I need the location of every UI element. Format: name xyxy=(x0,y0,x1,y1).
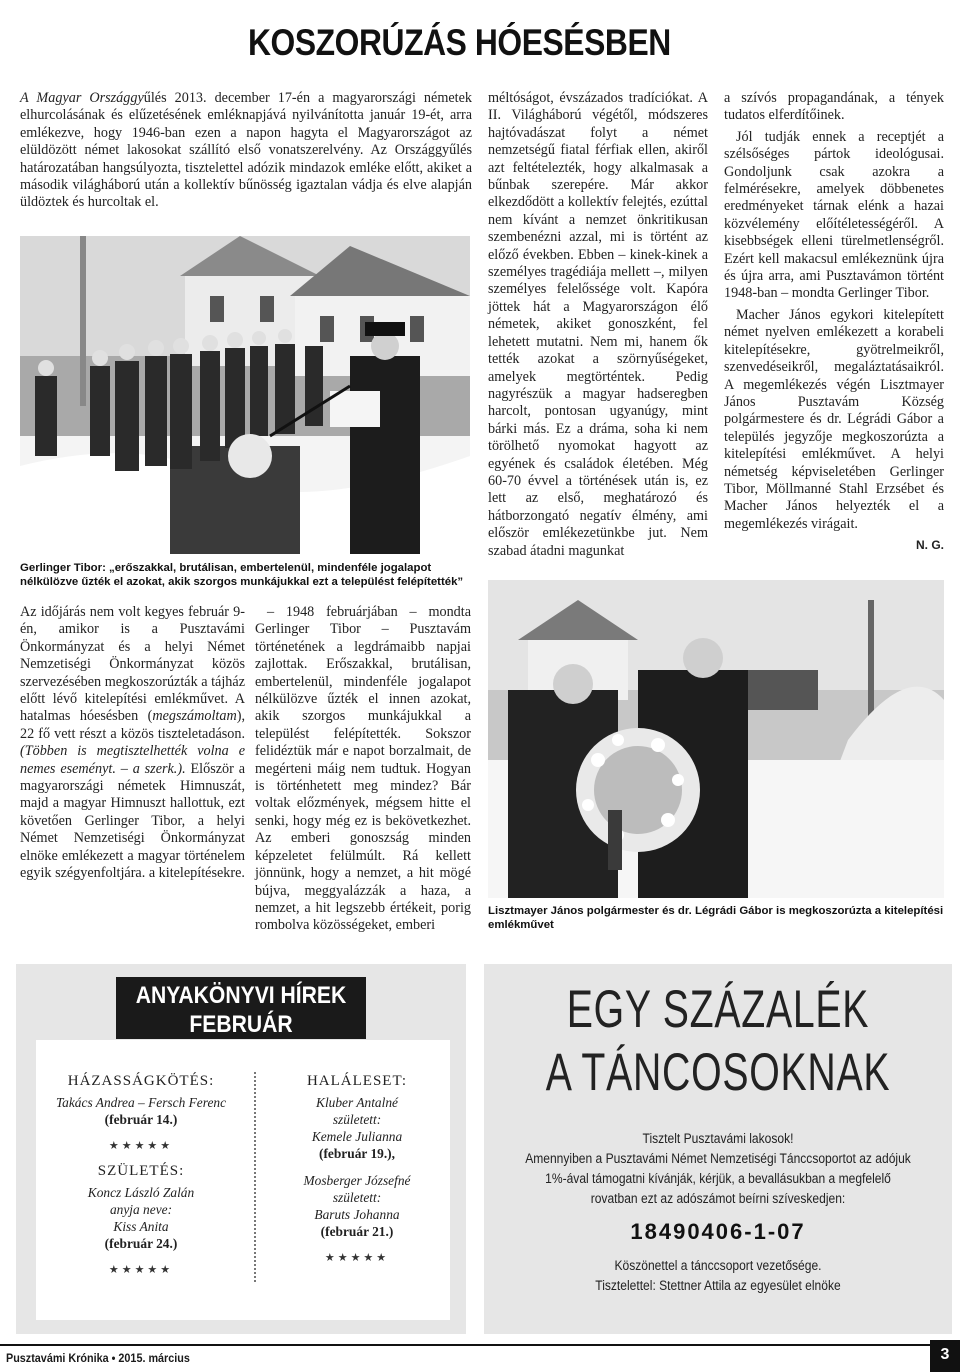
birth-heading: SZÜLETÉS: xyxy=(97,1163,185,1179)
tax-donation-title-line-2: A TÁNCOSOKNAK xyxy=(545,1043,891,1102)
intro-lead: A Magyar Országgy xyxy=(20,90,144,106)
birth-name: Koncz László Zalán xyxy=(87,1185,195,1200)
tax-donation-line-2: 1%-ával támogatni kívánják, kérjük, a bevallásukban a megfelelő xyxy=(545,1171,891,1186)
star-divider: ★★★★★ xyxy=(108,1140,174,1152)
tax-donation-line-3: rovatban ezt az adószámot beírni szíveskedjen: xyxy=(590,1191,846,1206)
article-column-3 xyxy=(488,90,708,564)
ceremony-photo-icon xyxy=(20,236,470,554)
tax-donation-greeting: Tisztelt Pusztavámi lakosok! xyxy=(642,1131,794,1146)
wreath-photo xyxy=(488,580,944,898)
col1-part1: Az időjárás nem volt kegyes február 9-én, amikor is a Pusztavámi Önkormányzat és a helyi Német Nemzetiségi Önkormányzat közös szervezésében megkoszorúzták a tájház előtt lévő kitelepítési emlékművet. A hatalmas hóesésben ( xyxy=(20,604,245,725)
tax-donation-closing xyxy=(494,1256,942,1296)
page-headline: KOSZORÚZÁS HÓESÉSBEN xyxy=(248,22,671,63)
col2-paragraph: – 1948 februárjában – mondta Gerlinger Tibor – Pusztavám történetének a legdrámaibb napjai zajlottak. Erőszakkal, brutálisan, embertelenül, mindenféle jogalapot nélkülözve űzték el innen azokat, akik szorgos munkájukkal a települést felépítették. Sokszor felidéztük már e napot borzalmait, de megérteni máig nem tudtuk. Hogyan is történhetett meg mindez? Bár voltak előzmények, mégsem hitte el senki, hogy még ez is bekövetkezhet. Az emberi gonoszság minden képzeletet felülmúlt. Rá kellett jönnünk, hogy a nemzet, a hit mögé bújva, meggyalázzák a haza, a nemzet, a hit legszebb értékeit, porig rombolva közösségeket, emberi xyxy=(255,604,471,934)
tax-donation-thanks: Köszönettel a tánccsoport vezetősége. xyxy=(614,1258,822,1273)
footer-publication: Pusztavámi Krónika • 2015. március xyxy=(6,1351,190,1365)
intro-paragraph xyxy=(20,90,472,212)
civil-registry-left-column xyxy=(36,1073,246,1287)
marriage-couple: Takács Andrea – Fersch Ferenc xyxy=(55,1095,227,1110)
tax-number: 18490406-1-07 xyxy=(630,1219,806,1244)
death-born-1: Kemele Julianna xyxy=(311,1129,403,1144)
col1-part2: ), 22 fő vett részt a közös tiszteletadáson. xyxy=(20,708,245,742)
marriage-heading: HÁZASSÁGKÖTÉS: xyxy=(67,1073,215,1089)
col1-italic1: megszámoltam xyxy=(152,708,237,725)
birth-mother: Kiss Anita xyxy=(113,1219,169,1234)
wreath-photo-caption: Lisztmayer János polgármester és dr. Légrádi Gábor is megkoszorúzta a kitelepítési emlékművet xyxy=(488,905,944,931)
birth-date: (február 24.) xyxy=(104,1236,178,1251)
tax-donation-line-1: Amennyiben a Pusztavámi Német Nemzetiségi Tánccsoportot az adójuk xyxy=(525,1151,911,1166)
marriage-date: (február 14.) xyxy=(104,1112,178,1127)
death-name-1: Kluber Antalné xyxy=(316,1095,398,1110)
tax-donation-signature: Tisztelettel: Stettner Attila az egyesület elnöke xyxy=(595,1278,841,1293)
death-date-2: (február 21.) xyxy=(320,1224,394,1239)
civil-registry-heading xyxy=(116,977,366,1039)
ceremony-photo xyxy=(20,236,470,554)
tax-donation-text xyxy=(494,1129,942,1209)
death-born-label-1: született: xyxy=(332,1112,382,1127)
death-name-2: Mosberger Józsefné xyxy=(303,1173,411,1188)
star-divider: ★★★★★ xyxy=(324,1252,390,1264)
star-divider: ★★★★★ xyxy=(108,1264,174,1276)
intro-text: űlés 2013. december 17-én a magyarországi németek elhurcolásának és elűzetésének emléknapjává nyilvánította január 19-ét, arra emlékezve, hogy 1946-ban ezen a napon hagyta el Magyarországot az elüldözött német lakosokat szállító első vonatszerelvény. Az Országgyűlés határozatában hangsúlyozta, tisztelettel adózik mindazok emléke előtt, akiket a második világháború után a kollektív bűnösség igaztalan vádja és elve alapján üldöztek és hurcoltak el. xyxy=(20,90,472,211)
civil-registry-right-column xyxy=(262,1073,452,1275)
civil-registry-month: FEBRUÁR xyxy=(189,1011,293,1038)
col3-paragraph: méltóságot, évszázados tradíciókat. A II. Világháború végétől, módszeres hajtóvadászat folyt a német nemzetségű fiatal férfiak ellen, akiről azt feltételezték, hogy alkalmasak a bűnbak szerepére. Már akkor elkezdődött a kollektív felejtés, ezúttal nem kívánt a nemzet önkritikusan szembenézni azzal, mi is történt az előző években. Ebben – kinek-kinek a személyes tragédiája mellett –, milyen személyes felelőssége volt. Kapóra jöttek hát a Magyarországon élő németek, akiket gonoszként, fel lehetett mutatni. Nem mi, hanem ők tették azokat a szörnyűségeket, amelyek megtörténtek. Pedig nagyrészük a magyar hadseregben harcolt, pontosan ugyanúgy, mint bárki más. Ez a dráma, soha ki nem törölhető nyomokat hagyott az egyének és családok életében. Még 60-70 évvel a történések után is, ez lett az első, meghatározó és hátborzongató negatív élmény, ami először emlékezetünkbe jut. Nem szabad átadni magunkat xyxy=(488,90,708,559)
ceremony-photo-caption: Gerlinger Tibor: „erőszakkal, brutálisan, embertelenül, mindenféle jogalapot nélkülözve űzték el azokat, akik szorgos munkájukkal ezt a települést felépítették” xyxy=(20,562,464,588)
col4-paragraph-3: Macher János egykori kitelepített német nyelven emlékezett a korabeli kitelepítésekre, gyötrelmeikről, szenvedéseikről, megaláztatásaikról. A megemlékezés végén Lisztmayer János Pusztavám Község polgármestere és dr. Légrádi Gábor a település jegyzője megkoszorúzta a kitelepítési emlékművet. A helyi németség képviseletében Gerlinger Tibor, Möllmanné Stahl Erzsébet és Macher János helyezték el a megemlékezés virágait. xyxy=(724,306,944,532)
col4-paragraph-2: Jól tudják ennek a receptjét a szélsőséges pártok ideológusai. Gondoljunk csak azokra a felmérésekre, amelyek döbbenetes eredményeket tárnak elénk a hazai közvélemény előítéletességéről. A kisebbségek elleni türelmetlenségről. Ezért kell makacsul emlékeznünk újra és újra arra, ami Pusztavámon történt 1948-ban – mondta Gerlinger Tibor. xyxy=(724,128,944,302)
article-signature: N. G. xyxy=(915,538,944,553)
civil-registry-title: ANYAKÖNYVI HÍREK xyxy=(135,982,347,1009)
death-heading: HALÁLESET: xyxy=(306,1073,408,1089)
col4-paragraph-1: a szívós propagandának, a tények tudatos elferdítőinek. xyxy=(724,90,944,124)
birth-mother-label: anyja neve: xyxy=(109,1202,173,1217)
col1-part3: Először a magyarországi németek Himnuszát, majd a magyar Himnuszt hallottuk, ezt követően Gerlinger Tibor, a helyi Német Nemzetiségi Önkormányzat elnöke emlékezett a magyar történelem egyik szégyenfoltjára. a kitelepítésekre. xyxy=(20,760,245,882)
page-number: 3 xyxy=(930,1340,960,1372)
article-column-4 xyxy=(724,90,944,555)
wreath-photo-icon xyxy=(488,580,944,898)
death-born-2: Baruts Johanna xyxy=(314,1207,400,1222)
footer-rule xyxy=(0,1344,960,1346)
tax-donation-title-line-1: EGY SZÁZALÉK xyxy=(566,980,870,1039)
column-divider xyxy=(254,1072,256,1282)
tax-donation-title xyxy=(484,978,952,1104)
article-column-1 xyxy=(20,604,245,887)
death-born-label-2: született: xyxy=(332,1190,382,1205)
death-date-1: (február 19.), xyxy=(319,1146,395,1161)
col1-italic2: (Többen is megtisztelhették volna e nemes eseményt. – a szerk.). xyxy=(20,743,245,777)
col1-paragraph xyxy=(20,604,245,883)
article-column-2 xyxy=(255,604,471,939)
